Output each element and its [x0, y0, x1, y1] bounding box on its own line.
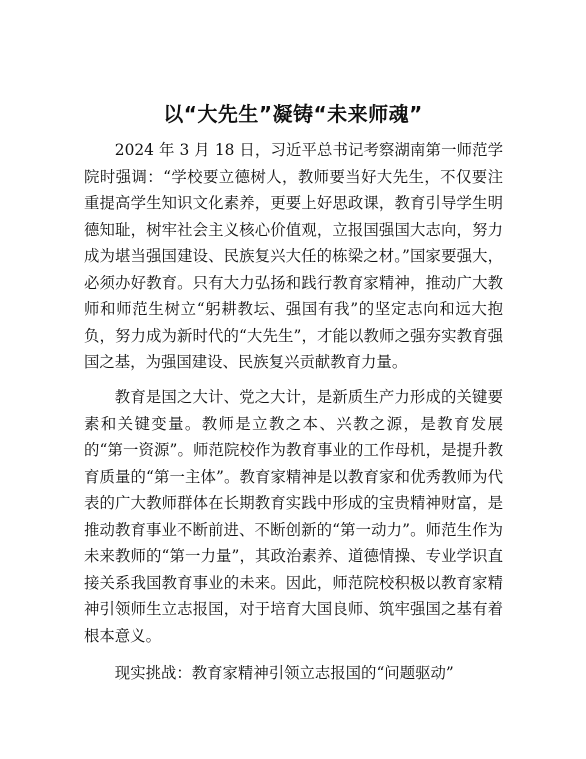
paragraph: 2024 年 3 月 18 日，习近平总书记考察湖南第一师范学院时强调：“学校要立德树人，教师要当好大先生，不仅要注重提高学生知识文化素养，更要上好思政课，教育引导学生明德知耻，树牢社会主义核心价值观，立报国强国大志向，努力成为堪当强国建设、民族复兴大任的栋梁之材。”国家要强大，必须办好教育。只有大力弘扬和践行教育家精神，推动广大教师和师范生树立“躬耕教坛、强国有我”的坚定志向和远大抱负，努力成为新时代的“大先生”，才能以教师之强夯实教育强国之基，为强国建设、民族复兴贡献教育力量。 [84, 141, 503, 371]
section-heading: 现实挑战：教育家精神引领立志报国的“问题驱动” [114, 664, 454, 682]
document-title: 以“大先生”凝铸“未来师魂” [163, 102, 423, 126]
paragraph: 教育是国之大计、党之大计，是新质生产力形成的关键要素和关键变量。教师是立教之本、兴教之源，是教育发展的“第一资源”。师范院校作为教育事业的工作母机，是提升教育质量的“第一主体”。教育家精神是以教育家和优秀教师为代表的广大教师群体在长期教育实践中形成的宝贵精神财富，是推动教育事业不断前进、不断创新的“第一动力”。师范生作为未来教师的“第一力量”，其政治素养、道德情操、专业学识直接关系我国教育事业的未来。因此，师范院校积极以教育家精神引领师生立志报国，对于培育大国良师、筑牢强国之基有着根本意义。 [84, 388, 503, 645]
